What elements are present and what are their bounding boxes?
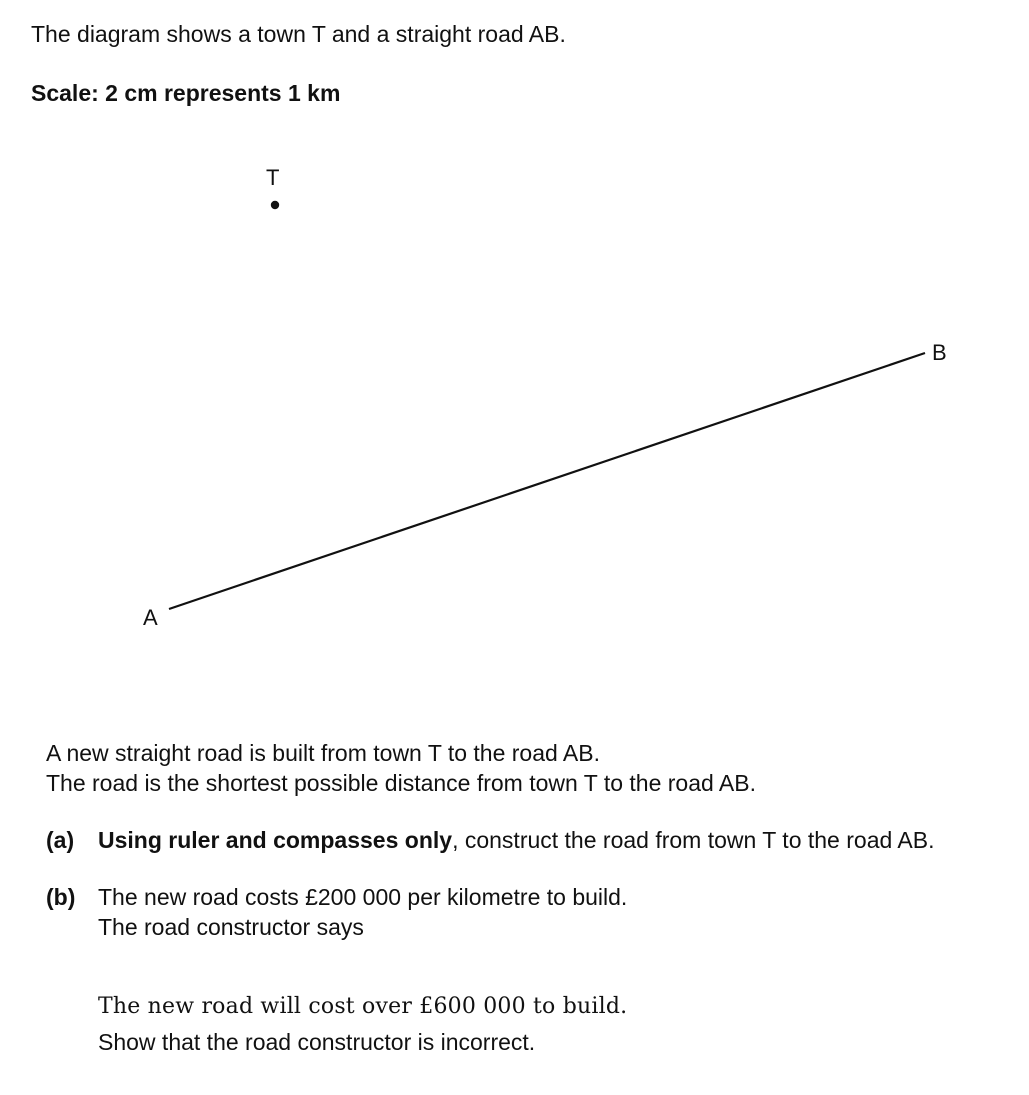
part-b-label: (b) — [46, 884, 76, 910]
part-a-rest: , construct the road from town T to the road AB. — [452, 827, 935, 853]
intro-text: The diagram shows a town T and a straight road AB. — [31, 21, 566, 47]
part-b-line-1: The new road costs £200 000 per kilometre to build. — [98, 884, 628, 910]
town-t-point — [271, 201, 279, 209]
point-a-label: A — [143, 605, 158, 630]
part-b-instruction: Show that the road constructor is incorrect. — [98, 1029, 536, 1055]
part-a-label: (a) — [46, 827, 75, 853]
town-t-label: T — [266, 165, 280, 190]
scale-text: Scale: 2 cm represents 1 km — [31, 80, 341, 106]
description-line-1: A new straight road is built from town T to the road AB. — [46, 740, 600, 766]
constructor-quote: The new road will cost over £600 000 to build. — [98, 994, 628, 1019]
road-ab-line — [169, 353, 925, 609]
part-b-line-2: The road constructor says — [98, 914, 364, 940]
part-a-question — [98, 825, 934, 855]
description-line-2: The road is the shortest possible distance from town T to the road AB. — [46, 770, 756, 796]
point-b-label: B — [932, 340, 947, 365]
part-a-emphasis: Using ruler and compasses only — [98, 827, 453, 853]
